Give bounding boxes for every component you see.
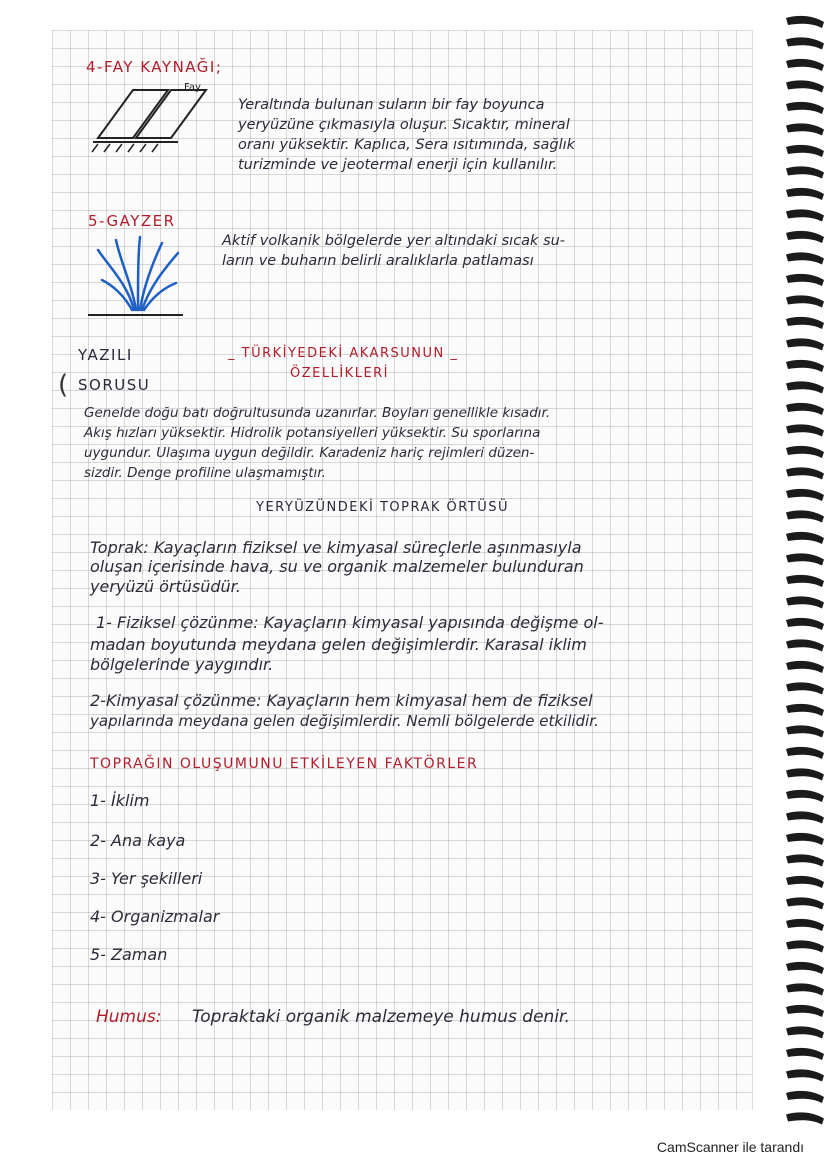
spiral-ring (786, 1069, 824, 1081)
spiral-ring (786, 833, 824, 845)
spiral-ring (786, 1091, 824, 1103)
spiral-ring (786, 768, 824, 780)
spiral-ring (786, 661, 824, 673)
spiral-ring (786, 983, 824, 995)
spiral-ring (786, 252, 824, 264)
spiral-ring (786, 295, 824, 307)
spiral-ring (786, 381, 824, 393)
spiral-ring (786, 811, 824, 823)
spiral-ring (786, 1048, 824, 1060)
spiral-ring (786, 274, 824, 286)
scanner-footer: CamScanner ile tarandı (656, 1139, 804, 1155)
spiral-ring (786, 80, 824, 92)
spiral-ring (786, 1026, 824, 1038)
spiral-ring (786, 897, 824, 909)
yazili-label: YAZILI (78, 346, 133, 364)
akarsu-text-2: Akış hızları yüksektir. Hidrolik potansiyelleri yüksektir. Su sporlarına (84, 425, 541, 441)
spiral-ring (786, 467, 824, 479)
akarsu-title-2: ÖZELLİKLERİ (290, 366, 390, 381)
spiral-ring (786, 37, 824, 49)
spiral-ring (786, 704, 824, 716)
fay-text-4: turizminde ve jeotermal enerji için kullanılır. (238, 157, 558, 173)
spiral-ring (786, 145, 824, 157)
spiral-ring (786, 532, 824, 544)
akarsu-text-1: Genelde doğu batı doğrultusunda uzanırlar. Boyları genellikle kısadır. (84, 405, 551, 421)
akarsu-text-4: sizdir. Denge profiline ulaşmamıştır. (84, 465, 326, 481)
fiziksel-text-3: bölgelerinde yaygındır. (90, 655, 274, 674)
spiral-ring (786, 446, 824, 458)
spiral-ring (786, 876, 824, 888)
spiral-ring (786, 231, 824, 243)
spiral-ring (786, 209, 824, 221)
spiral-ring (786, 16, 824, 28)
toprak-title: YERYÜZÜNDEKİ TOPRAK ÖRTÜSÜ (256, 500, 510, 515)
faktor-1: 1- İklim (90, 791, 150, 810)
spiral-ring (786, 317, 824, 329)
kimyasal-text-2: yapılarında meydana gelen değişimlerdir. Nemli bölgelerde etkilidir. (90, 712, 599, 730)
faktor-5: 5- Zaman (90, 945, 168, 964)
fay-text-1: Yeraltında bulunan suların bir fay boyunca (238, 97, 545, 113)
faktorler-title: TOPRAĞIN OLUŞUMUNU ETKİLEYEN FAKTÖRLER (90, 756, 479, 772)
spiral-ring (786, 940, 824, 952)
akarsu-text-3: uygundur. Ulaşıma uygun değildir. Karadeniz hariç rejimleri düzen- (84, 445, 535, 461)
geyser-sketch (88, 235, 188, 325)
spiral-ring (786, 188, 824, 200)
spiral-ring (786, 1112, 824, 1124)
spiral-ring (786, 919, 824, 931)
spiral-ring (786, 360, 824, 372)
fay-text-2: yeryüzüne çıkmasıyla oluşur. Sıcaktır, mineral (238, 117, 570, 133)
spiral-ring (786, 489, 824, 501)
toprak-text-2: oluşan içerisinde hava, su ve organik malzemeler bulunduran (90, 557, 584, 576)
spiral-ring (786, 510, 824, 522)
spiral-ring (786, 123, 824, 135)
spiral-ring (786, 338, 824, 350)
spiral-ring (786, 102, 824, 114)
fiziksel-text-1: 1- Fiziksel çözünme: Kayaçların kimyasal yapısında değişme ol- (96, 613, 604, 632)
spiral-ring (786, 424, 824, 436)
fay-text-3: oranı yüksektir. Kaplıca, Sera ısıtımında, sağlık (238, 137, 576, 153)
spiral-ring (786, 725, 824, 737)
faktor-4: 4- Organizmalar (90, 907, 220, 926)
kimyasal-text-1: 2-Kimyasal çözünme: Kayaçların hem kimyasal hem de fiziksel (90, 691, 593, 710)
fay-title: 4-FAY KAYNAĞI; (86, 58, 223, 76)
spiral-ring (786, 639, 824, 651)
spiral-binding (758, 0, 828, 1130)
spiral-ring (786, 553, 824, 565)
spiral-ring (786, 962, 824, 974)
spiral-ring (786, 166, 824, 178)
toprak-text-3: yeryüzü örtüsüdür. (90, 577, 241, 596)
spiral-ring (786, 790, 824, 802)
spiral-ring (786, 1005, 824, 1017)
spiral-ring (786, 682, 824, 694)
spiral-ring (786, 618, 824, 630)
gayzer-text-2: ların ve buharın belirli aralıklarla patlaması (222, 253, 534, 269)
spiral-ring (786, 575, 824, 587)
spiral-ring (786, 59, 824, 71)
spiral-ring (786, 596, 824, 608)
toprak-text-1: Toprak: Kayaçların fiziksel ve kimyasal süreçlerle aşınmasıyla (90, 538, 582, 557)
spiral-ring (786, 854, 824, 866)
gayzer-title: 5-GAYZER (88, 212, 176, 230)
humus-text: Topraktaki organik malzemeye humus denir. (192, 1007, 570, 1027)
sorusu-label: SORUSU (78, 376, 151, 394)
fiziksel-text-2: madan boyutunda meydana gelen değişimlerdir. Karasal iklim (90, 635, 587, 654)
gayzer-text-1: Aktif volkanik bölgelerde yer altındaki sıcak su- (222, 233, 566, 249)
humus-label: Humus: (96, 1007, 162, 1027)
spiral-ring (786, 747, 824, 759)
akarsu-title-1: _ TÜRKİYEDEKİ AKARSUNUN _ (228, 346, 459, 361)
fay-sketch-label: Fay (184, 82, 201, 93)
faktor-3: 3- Yer şekilleri (90, 869, 203, 888)
faktor-2: 2- Ana kaya (90, 831, 186, 850)
bracket-mark: ( (58, 370, 69, 400)
fay-sketch (88, 80, 213, 165)
spiral-ring (786, 403, 824, 415)
